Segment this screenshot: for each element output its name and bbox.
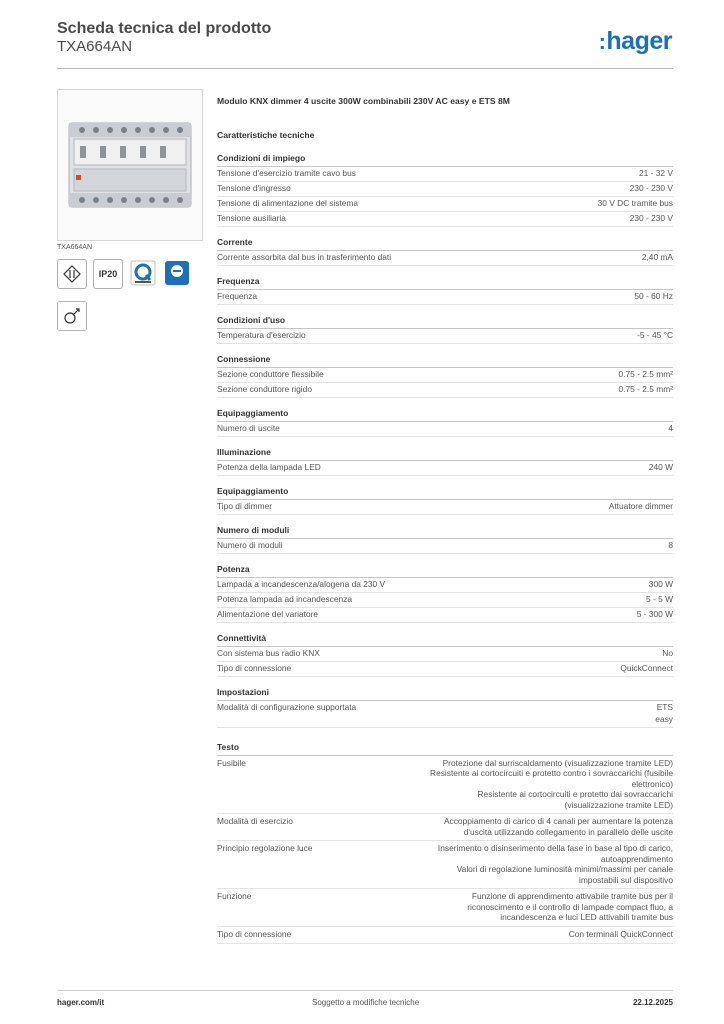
easy-icon: [163, 259, 191, 287]
section-title: Connessione: [217, 354, 673, 368]
spec-section: [217, 633, 673, 677]
product-visual-column: [57, 89, 201, 331]
testo-label: Tipo di connessione: [217, 928, 292, 939]
spec-row: [217, 647, 673, 662]
spec-label: Modalità di configurazione supportata: [217, 702, 357, 712]
spec-section: [217, 315, 673, 344]
testo-row: [217, 756, 673, 815]
page-title: Scheda tecnica del prodotto: [57, 20, 272, 37]
spec-value: ETS easy: [655, 702, 673, 724]
product-image: [57, 89, 203, 241]
section-title: Testo: [217, 742, 673, 756]
spec-value: 8: [668, 540, 673, 550]
ip20-label: IP20: [98, 269, 118, 279]
din-module-illustration: [66, 119, 194, 211]
spec-label: Tipo di connessione: [217, 663, 292, 673]
spec-row: [217, 500, 673, 515]
testo-label: Funzione: [217, 891, 252, 901]
spec-value: 2,40 mA: [641, 252, 673, 262]
spec-value: No: [662, 648, 673, 658]
section-title: Equipaggiamento: [217, 408, 673, 422]
quickconnect-icon: [129, 259, 157, 287]
spec-label: Numero di moduli: [217, 540, 283, 550]
spec-section: [217, 237, 673, 266]
spec-value: 230 - 230 V: [629, 183, 673, 193]
spec-row: [217, 368, 673, 383]
spec-section: [217, 525, 673, 554]
spec-section: [217, 354, 673, 398]
section-title: Condizioni di impiego: [217, 153, 673, 167]
product-code: TXA664AN: [57, 38, 133, 55]
spec-sections: [217, 153, 673, 728]
spec-section: [217, 153, 673, 227]
certification-icons: [57, 259, 201, 289]
testo-value: Accoppiamento di carico di 4 canali per aumentare la potenza d'uscita utilizzando collegamento in parallelo delle uscite: [443, 816, 673, 837]
spec-row: [217, 251, 673, 266]
spec-row: [217, 701, 673, 728]
spec-value: 50 - 60 Hz: [634, 291, 673, 301]
spec-label: Alimentazione del variatore: [217, 609, 319, 619]
spec-row: [217, 578, 673, 593]
spec-row: [217, 422, 673, 437]
spec-label: Tensione ausiliaria: [217, 213, 286, 223]
testo-label: Fusibile: [217, 757, 246, 768]
spec-section: [217, 687, 673, 728]
testo-row: [217, 927, 673, 945]
testo-row: [217, 889, 673, 927]
spec-row: [217, 461, 673, 476]
spec-row: [217, 182, 673, 197]
spec-row: [217, 212, 673, 227]
spec-value: 230 - 230 V: [629, 213, 673, 223]
testo-row: [217, 814, 673, 841]
page-header: [57, 20, 271, 56]
section-title: Numero di moduli: [217, 525, 673, 539]
testo-row: [217, 841, 673, 889]
dimmer-lamp-icon: [57, 301, 87, 331]
footer-note: Soggetto a modifiche tecniche: [312, 998, 420, 1007]
spec-label: Corrente assorbita dal bus in trasferimento dati: [217, 252, 392, 262]
section-title: Condizioni d'uso: [217, 315, 673, 329]
section-title: Frequenza: [217, 276, 673, 290]
spec-label: Sezione conduttore rigido: [217, 384, 312, 394]
specs-heading: Caratteristiche tecniche: [217, 130, 315, 140]
hager-logo: [599, 28, 672, 55]
spec-label: Con sistema bus radio KNX: [217, 648, 320, 658]
spec-section: [217, 486, 673, 515]
spec-value: 21 - 32 V: [639, 168, 673, 178]
spec-label: Frequenza: [217, 291, 258, 301]
spec-label: Tensione di alimentazione del sistema: [217, 198, 359, 208]
logo-dots-icon: :: [598, 29, 606, 54]
spec-label: Temperatura d'esercizio: [217, 330, 306, 340]
spec-row: [217, 329, 673, 344]
spec-section: [217, 408, 673, 437]
testo-value: Protezione dal surriscaldamento (visualizzazione tramite LED) Resistente ai cortocircuiti e protetto contro i sovraccarichi (fusibile elettronico) Resistente ai cortocircuiti e protetto dai sovraccarichi (visualizzazione tramite LED): [430, 757, 673, 810]
spec-value: 0.75 - 2.5 mm²: [618, 384, 673, 394]
spec-row: [217, 608, 673, 623]
spec-label: Lampada a incandescenza/alogena da 230 V: [217, 579, 386, 589]
section-title: Potenza: [217, 564, 673, 578]
spec-value: 5 - 300 W: [636, 609, 673, 619]
spec-label: Numero di uscite: [217, 423, 280, 433]
spec-label: Potenza della lampada LED: [217, 462, 321, 472]
spec-row: [217, 383, 673, 398]
spec-value: 240 W: [648, 462, 673, 472]
specifications: [217, 96, 673, 944]
section-title: Equipaggiamento: [217, 486, 673, 500]
testo-value: Inserimento o disinserimento della fase in base al tipo di carico, autoapprendimento Valori di regolazione luminosità minimi/massimi per canale impostabili sul dispositivo: [437, 843, 673, 885]
testo-value: Con terminali QuickConnect: [568, 928, 673, 939]
spec-value: 0.75 - 2.5 mm²: [618, 369, 673, 379]
spec-section: [217, 276, 673, 305]
spec-section: [217, 564, 673, 623]
testo-label: Principio regolazione luce: [217, 843, 313, 853]
spec-label: Sezione conduttore flessibile: [217, 369, 324, 379]
spec-value: 5 - 5 W: [646, 594, 673, 604]
spec-row: [217, 290, 673, 305]
footer-divider: [57, 990, 673, 991]
testo-rows: [217, 756, 673, 945]
spec-label: Tipo di dimmer: [217, 501, 273, 511]
spec-value: 300 W: [648, 579, 673, 589]
spec-label: Tensione d'ingresso: [217, 183, 291, 193]
header-divider: [57, 68, 673, 69]
spec-row: [217, 539, 673, 554]
testo-value: Funzione di apprendimento attivabile tramite bus per il riconoscimento e il controllo di lampade compact fluo, a incandescenza e luci LED attivabili tramite bus: [467, 891, 673, 922]
section-title: Corrente: [217, 237, 673, 251]
spec-label: Potenza lampada ad incandescenza: [217, 594, 353, 604]
spec-value: Attuatore dimmer: [608, 501, 673, 511]
footer-website[interactable]: hager.com/it: [57, 998, 105, 1007]
section-title: Connettività: [217, 633, 673, 647]
footer-date: 22.12.2025: [632, 998, 673, 1007]
logo-text: hager: [606, 27, 672, 55]
approval-mark-icon: [57, 259, 87, 289]
section-title: Illuminazione: [217, 447, 673, 461]
product-title: Modulo KNX dimmer 4 uscite 300W combinabili 230V AC easy e ETS 8M: [217, 96, 510, 106]
ip20-icon: [93, 259, 123, 289]
spec-section: [217, 447, 673, 476]
section-title: Impostazioni: [217, 687, 673, 701]
testo-label: Modalità di esercizio: [217, 816, 293, 826]
spec-value: 30 V DC tramite bus: [597, 198, 673, 208]
image-caption: TXA664AN: [57, 244, 93, 251]
spec-row: [217, 662, 673, 677]
spec-label: Tensione d'esercizio tramite cavo bus: [217, 168, 356, 178]
spec-value: 4: [668, 423, 673, 433]
feature-icons: [57, 301, 201, 331]
spec-row: [217, 167, 673, 182]
spec-value: -5 - 45 °C: [637, 330, 673, 340]
spec-row: [217, 593, 673, 608]
spec-value: QuickConnect: [620, 663, 673, 673]
spec-row: [217, 197, 673, 212]
testo-section: [217, 742, 673, 945]
